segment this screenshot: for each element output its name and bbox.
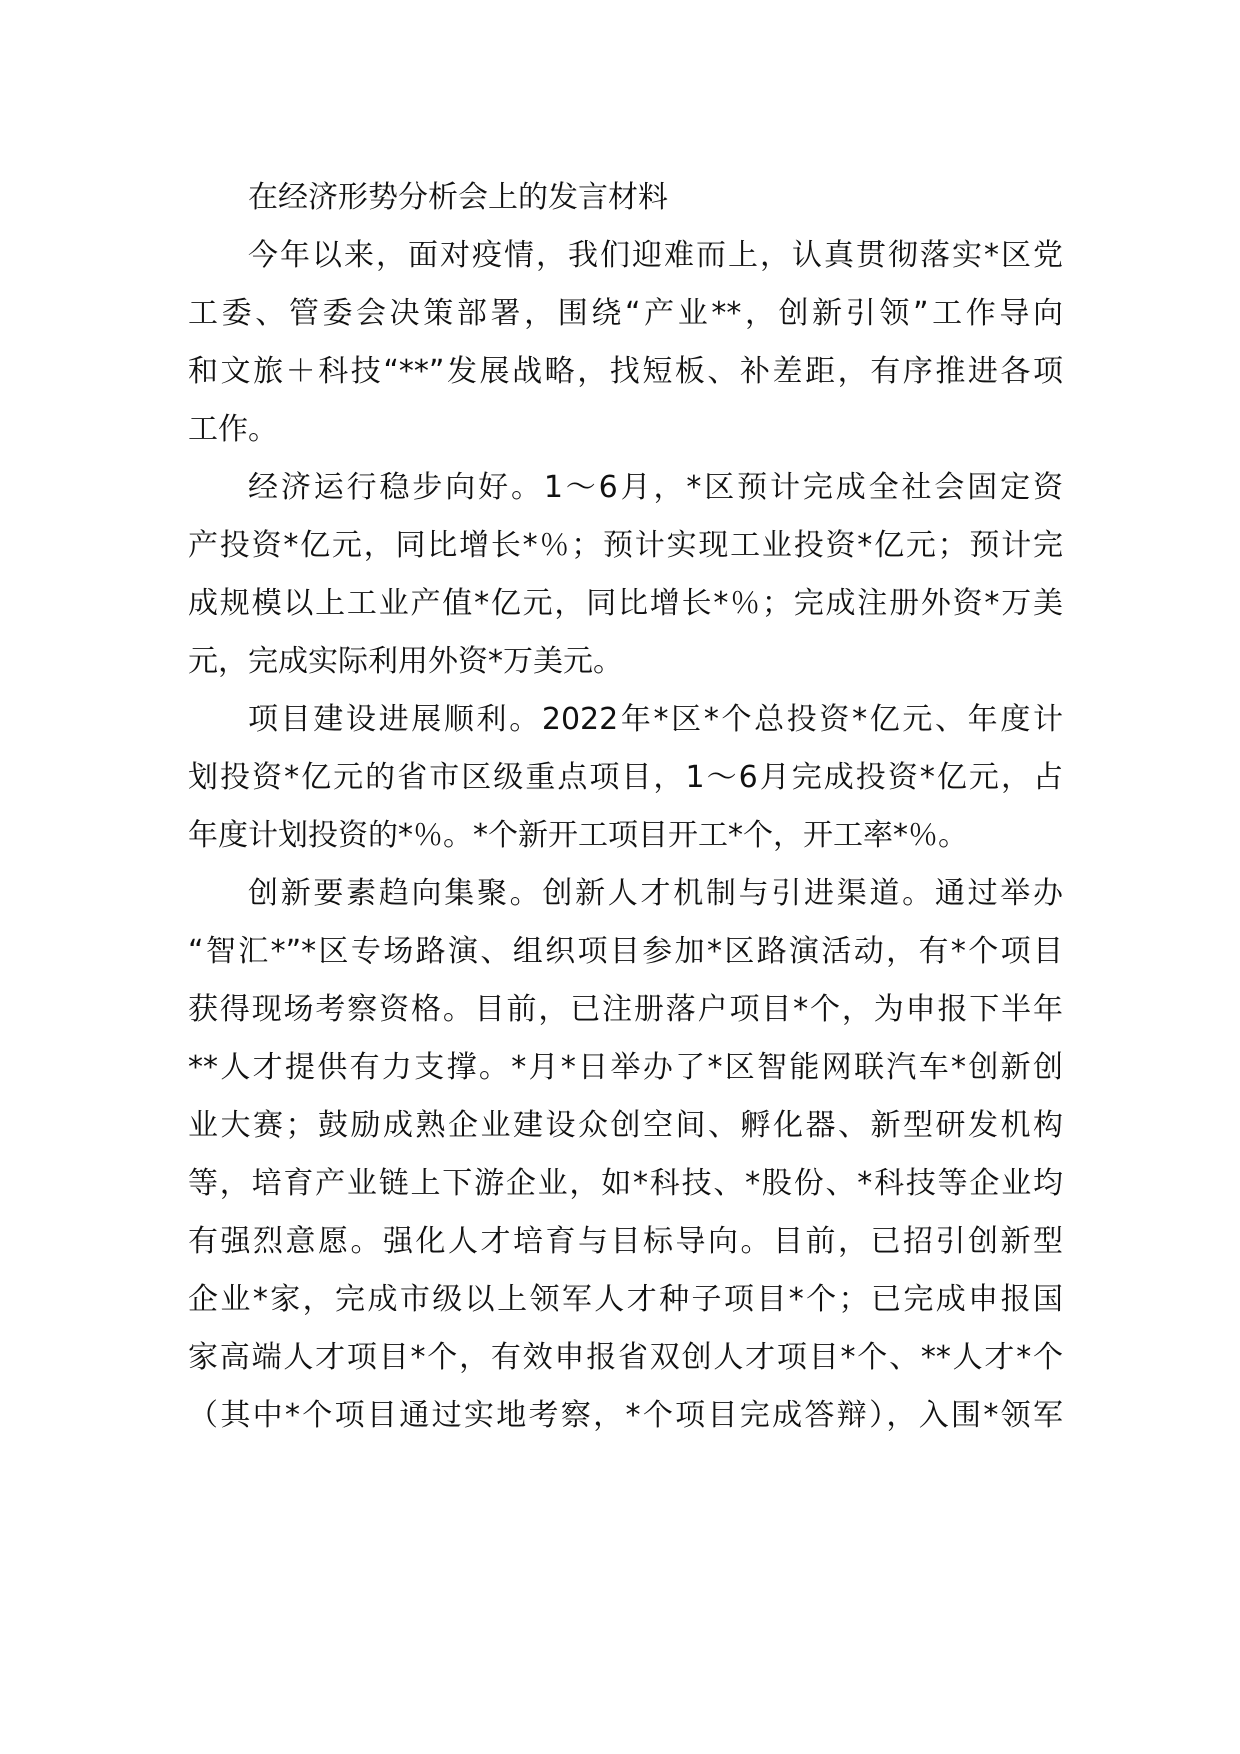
- paragraph-line: 和文旅＋科技“**”发展战略，找短板、补差距，有序推进各项: [188, 354, 1063, 389]
- paragraph-line: 获得现场考察资格。目前，已注册落户项目*个，为申报下半年: [188, 992, 1063, 1027]
- paragraph-line: 有强烈意愿。强化人才培育与目标导向。目前，已招引创新型: [188, 1224, 1063, 1259]
- paragraph-line: （其中*个项目通过实地考察，*个项目完成答辩），入围*领军: [188, 1398, 1063, 1433]
- paragraph-line: 成规模以上工业产值*亿元，同比增长*％；完成注册外资*万美: [188, 586, 1063, 621]
- paragraph-line: 家高端人才项目*个，有效申报省双创人才项目*个、**人才*个: [188, 1340, 1063, 1375]
- paragraph-line: **人才提供有力支撑。*月*日举办了*区智能网联汽车*创新创: [188, 1050, 1063, 1085]
- paragraph-line: 经济运行稳步向好。1～6月，*区预计完成全社会固定资: [248, 470, 1063, 505]
- paragraph-line: 企业*家，完成市级以上领军人才种子项目*个；已完成申报国: [188, 1282, 1063, 1317]
- paragraph-line: 创新要素趋向集聚。创新人才机制与引进渠道。通过举办: [248, 876, 1063, 911]
- paragraph-line: 年度计划投资的*％。*个新开工项目开工*个，开工率*％。: [188, 818, 968, 853]
- paragraph-line: “智汇*”*区专场路演、组织项目参加*区路演活动，有*个项目: [188, 934, 1063, 969]
- paragraph-line: 业大赛；鼓励成熟企业建设众创空间、孵化器、新型研发机构: [188, 1108, 1063, 1143]
- paragraph-line: 项目建设进展顺利。2022年*区*个总投资*亿元、年度计: [248, 702, 1063, 737]
- document-title: 在经济形势分析会上的发言材料: [248, 180, 668, 215]
- paragraph-line: 划投资*亿元的省市区级重点项目，1～6月完成投资*亿元，占: [188, 760, 1063, 795]
- paragraph-line: 今年以来，面对疫情，我们迎难而上，认真贯彻落实*区党: [248, 238, 1063, 273]
- paragraph-line: 等，培育产业链上下游企业，如*科技、*股份、*科技等企业均: [188, 1166, 1063, 1201]
- paragraph-line: 工作。: [188, 412, 278, 447]
- paragraph-line: 元，完成实际利用外资*万美元。: [188, 644, 623, 679]
- paragraph-line: 工委、管委会决策部署，围绕“产业**，创新引领”工作导向: [188, 296, 1063, 331]
- paragraph-line: 产投资*亿元，同比增长*％；预计实现工业投资*亿元；预计完: [188, 528, 1063, 563]
